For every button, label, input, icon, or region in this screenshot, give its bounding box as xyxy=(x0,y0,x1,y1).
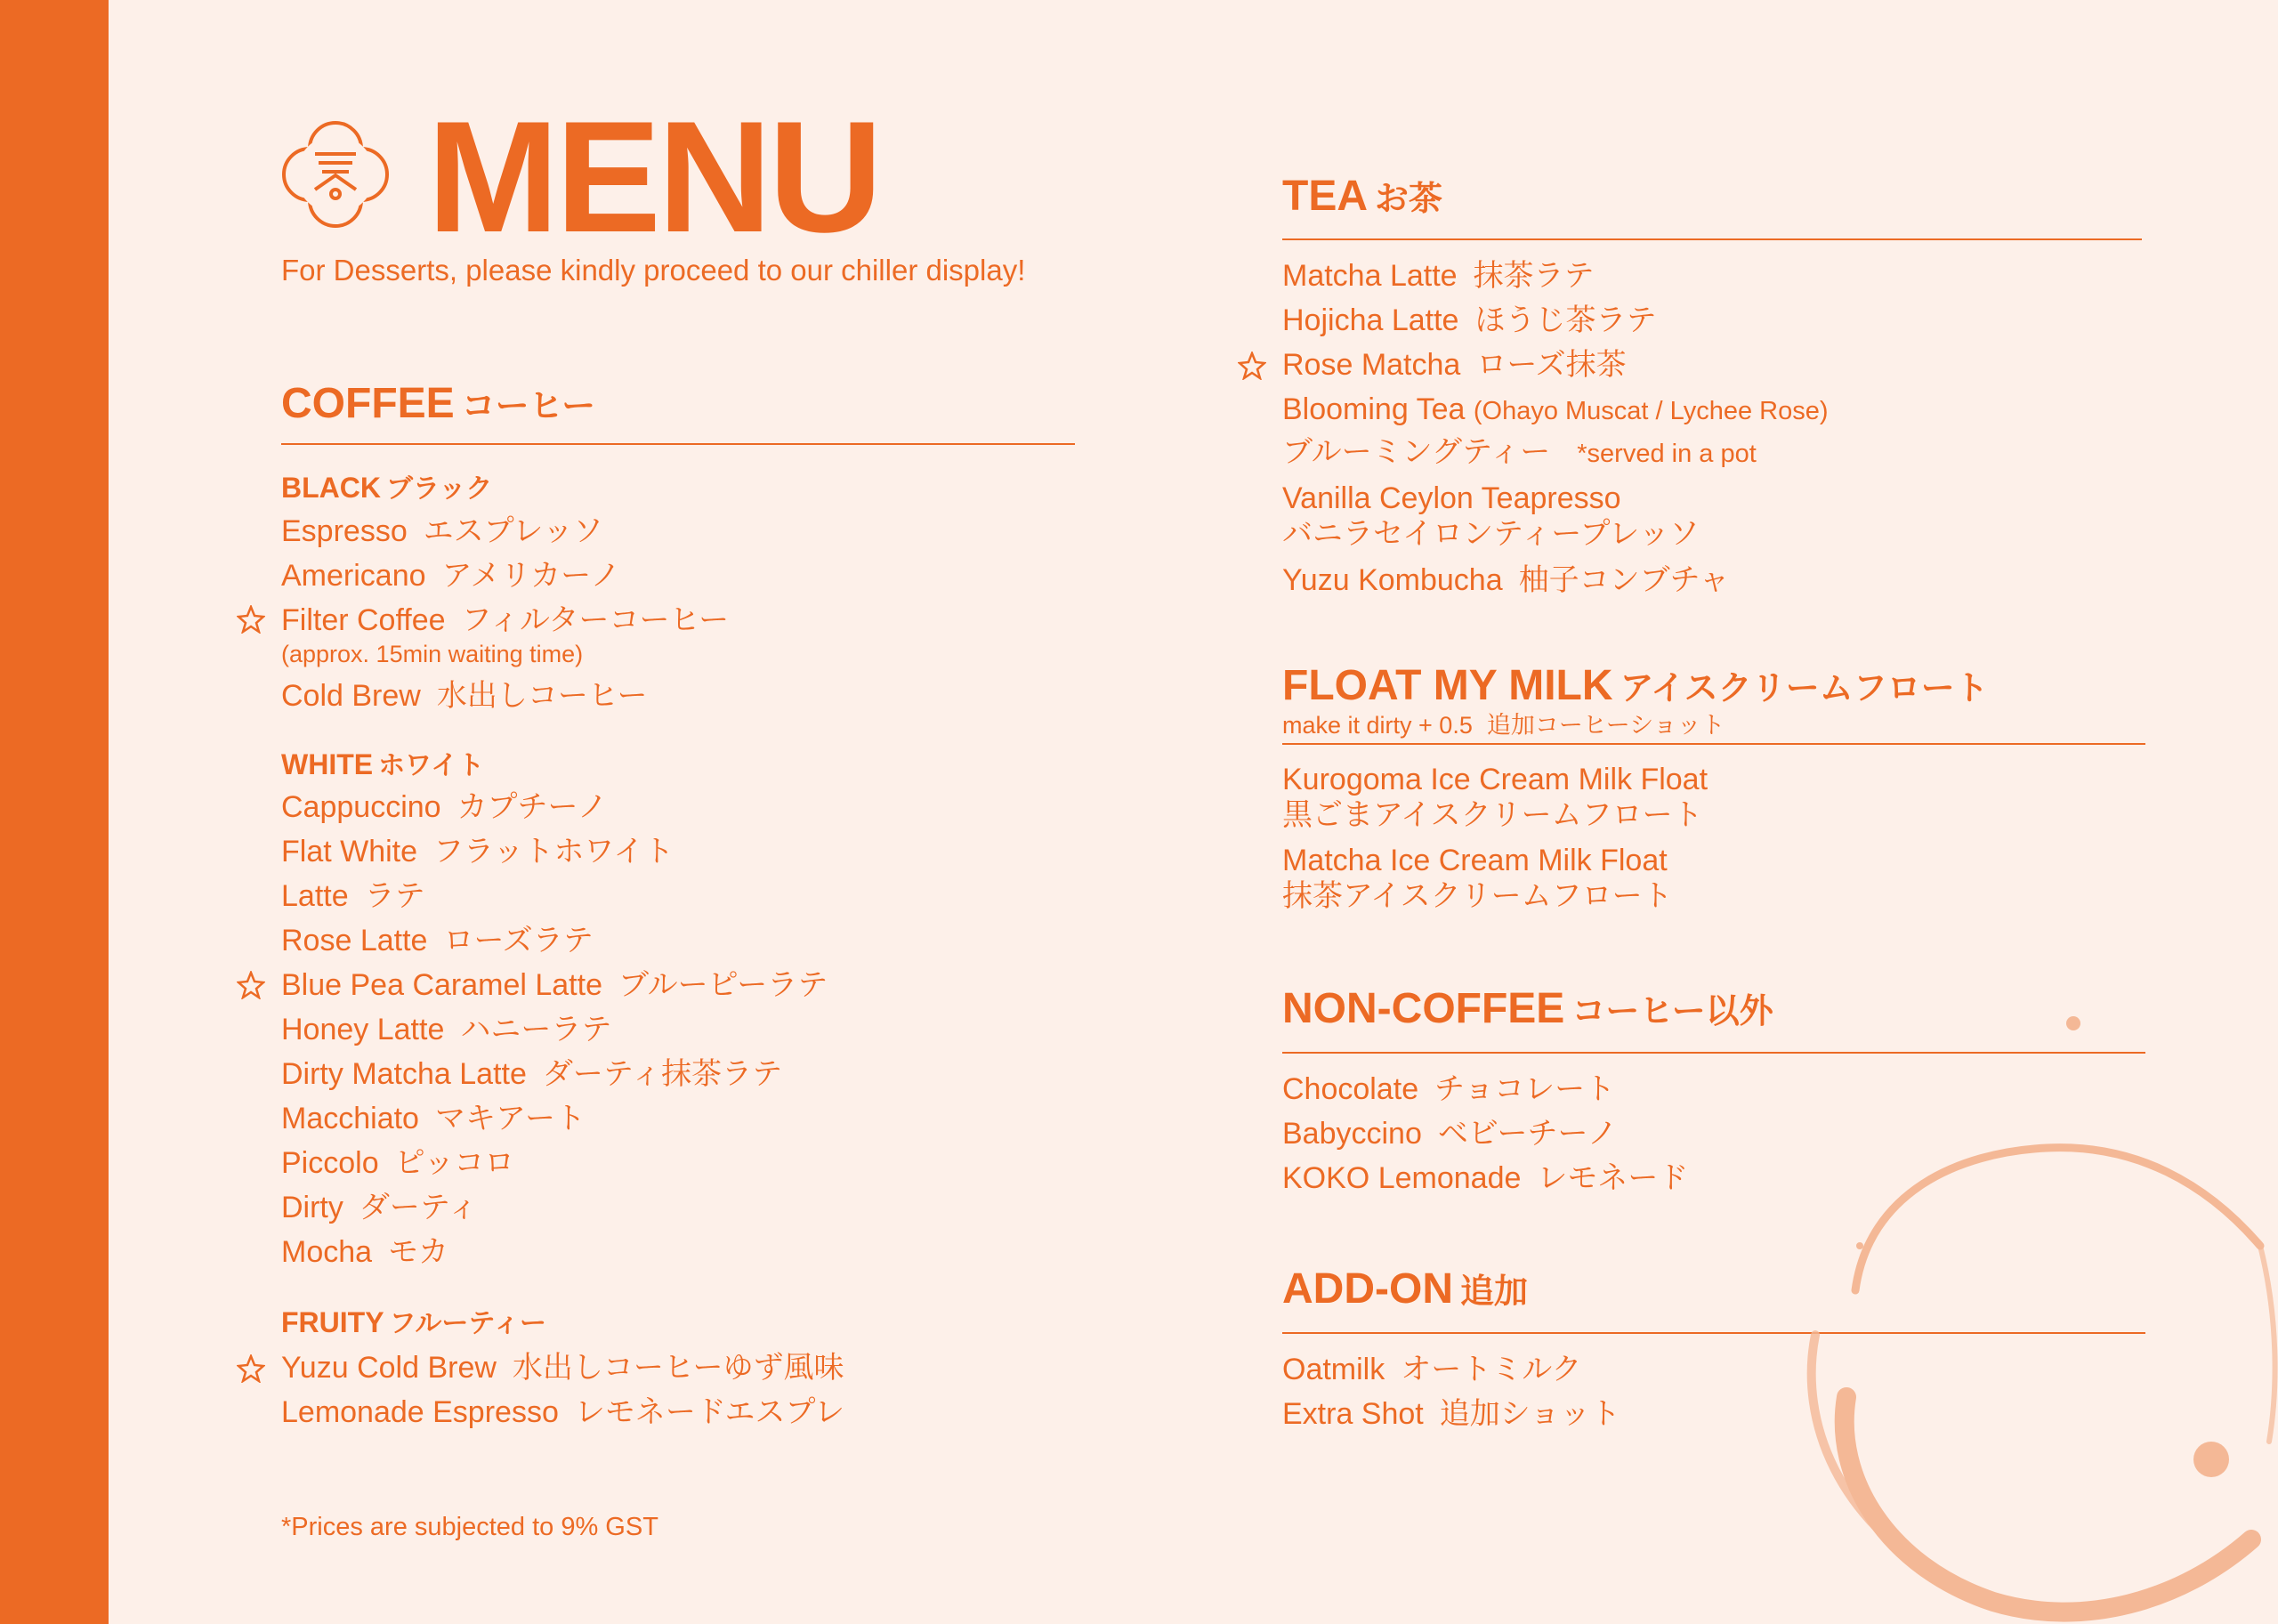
tea-heading: TEA お茶 xyxy=(1282,173,1443,220)
menu-item: Flat White フラットホワイト xyxy=(281,835,675,869)
menu-item: Rose Matcha ローズ抹茶 xyxy=(1282,348,1627,382)
dessert-note: For Desserts, please kindly proceed to our chiller display! xyxy=(281,254,1026,287)
menu-item: Rose Latte ローズラテ xyxy=(281,924,594,957)
menu-item: Mocha モカ xyxy=(281,1235,449,1269)
menu-item-jp: バニラセイロンティープレッソ xyxy=(1282,517,1700,551)
star-icon xyxy=(237,971,265,999)
menu-item: Piccolo ピッコロ xyxy=(281,1146,515,1180)
menu-item: Extra Shot 追加ショット xyxy=(1282,1397,1621,1431)
addon-heading: ADD-ON 追加 xyxy=(1282,1265,1528,1313)
menu-item: Cappuccino カプチーノ xyxy=(281,790,608,824)
side-band xyxy=(0,0,109,1624)
menu-item: Yuzu Kombucha 柚子コンブチャ xyxy=(1282,563,1730,597)
menu-item: Lemonade Espresso レモネードエスプレ xyxy=(281,1395,845,1429)
white-subheading: WHITE ホワイト xyxy=(281,748,485,780)
noncoffee-heading: NON-COFFEE コーヒー以外 xyxy=(1282,985,1773,1032)
menu-item: KOKO Lemonade レモネード xyxy=(1282,1161,1689,1195)
menu-item: Honey Latte ハニーラテ xyxy=(281,1013,612,1046)
menu-item: Cold Brew 水出しコーヒー xyxy=(281,679,648,713)
filter-coffee-note: (approx. 15min waiting time) xyxy=(281,641,584,667)
menu-item: Espresso エスプレッソ xyxy=(281,514,604,548)
menu-item: Filter Coffee フィルターコーヒー xyxy=(281,603,730,637)
star-icon xyxy=(237,605,265,634)
gst-note: *Prices are subjected to 9% GST xyxy=(281,1513,658,1541)
menu-item: Dirty Matcha Latte ダーティ抹茶ラテ xyxy=(281,1057,783,1091)
menu-title: MENU xyxy=(427,88,880,265)
menu-item-jp: 抹茶アイスクリームフロート xyxy=(1282,879,1673,913)
float-heading: FLOAT MY MILK アイスクリームフロート xyxy=(1282,662,1989,709)
star-icon xyxy=(237,1354,265,1383)
menu-item: Dirty ダーティ xyxy=(281,1191,479,1224)
menu-item: Chocolate チョコレート xyxy=(1282,1072,1616,1106)
star-icon xyxy=(1238,351,1266,380)
menu-item: Blooming Tea (Ohayo Muscat / Lychee Rose) xyxy=(1282,392,1829,426)
menu-item: Hojicha Latte ほうじ茶ラテ xyxy=(1282,303,1657,337)
menu-item: Matcha Ice Cream Milk Float xyxy=(1282,844,1668,877)
menu-item: Kurogoma Ice Cream Milk Float xyxy=(1282,763,1708,796)
menu-item: Matcha Latte 抹茶ラテ xyxy=(1282,259,1595,293)
menu-item: Oatmilk オートミルク xyxy=(1282,1353,1582,1386)
teahouse-logo-icon xyxy=(279,118,392,230)
coffee-divider xyxy=(281,443,1075,445)
menu-item: Latte ラテ xyxy=(281,879,425,913)
menu-item-jp: 黒ごまアイスクリームフロート xyxy=(1282,798,1703,832)
menu-item: Babyccino ベビーチーノ xyxy=(1282,1117,1618,1151)
menu-item: Americano アメリカーノ xyxy=(281,559,621,593)
menu-item: Macchiato マキアート xyxy=(281,1102,586,1135)
menu-item: Yuzu Cold Brew 水出しコーヒーゆず風味 xyxy=(281,1351,844,1385)
coffee-heading: COFFEE コーヒー xyxy=(281,380,596,427)
menu-item: Vanilla Ceylon Teapresso xyxy=(1282,481,1621,515)
coffee-stain xyxy=(1789,979,2278,1624)
tea-divider xyxy=(1282,238,2142,240)
float-note: make it dirty + 0.5 追加コーヒーショット xyxy=(1282,712,1725,739)
menu-item: ブルーミングティー *served in a pot xyxy=(1282,435,1757,469)
menu-item: Blue Pea Caramel Latte ブルーピーラテ xyxy=(281,968,828,1002)
float-divider xyxy=(1282,743,2145,745)
black-subheading: BLACK ブラック xyxy=(281,472,493,504)
fruity-subheading: FRUITY フルーティー xyxy=(281,1306,546,1338)
